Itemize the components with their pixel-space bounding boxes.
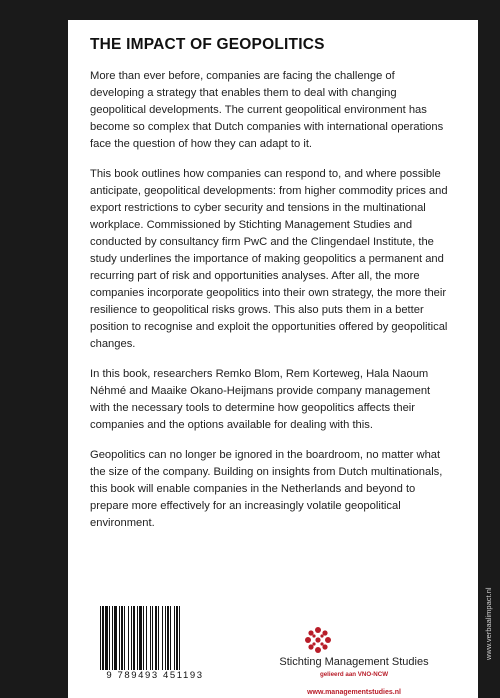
paragraph-1: More than ever before, companies are facing the challenge of developing a strategy that enables them to deal with changing geopolitical developments. The current geopolitical environment has become so complex that Dutch companies with international operations face the question of how they can adapt to it. [90,70,444,150]
page-title: THE IMPACT OF GEOPOLITICS [90,36,325,53]
barcode-bar [150,606,151,670]
barcode-bar [100,606,101,670]
barcode-bar [170,606,171,670]
barcode-bar [146,606,147,670]
red-dots-flower-logo-icon [304,626,332,654]
spine-website: www.verbaalimpact.nl [484,587,493,660]
barcode-bar [105,606,108,670]
text-panel [68,20,478,698]
barcode-bar [114,606,117,670]
barcode-bar [137,606,138,670]
barcode-bar [174,606,175,670]
spine-strip [478,560,500,680]
barcode [90,604,220,684]
paragraph-4: Geopolitics can no longer be ignored in the boardroom, no matter what the size of the company. Building on insights from Dutch multinationals, this book will enable companies in the Netherlands and beyond to prepare more effectively for an increasingly volatile geopolitical environment. [90,449,443,529]
barcode-bar [155,606,157,670]
barcode-bar [133,606,135,670]
barcode-bar [139,606,142,670]
barcode-bar [143,606,144,670]
barcode-bar [167,606,169,670]
barcode-bar [158,606,159,670]
publisher-name: Stichting Management Studies [279,656,429,668]
barcode-bar [119,606,120,670]
barcode-bar [152,606,153,670]
barcode-bar [102,606,104,670]
barcode-bar [124,606,125,670]
isbn-number: 9 789493 451193 [106,670,204,681]
barcode-bar [176,606,178,670]
barcode-bar [162,606,163,670]
barcode-bar [165,606,166,670]
barcode-bar [131,606,132,670]
paragraph-3: In this book, researchers Remko Blom, Rem Korteweg, Hala Naoum Néhmé and Maaike Okano-Heijmans provide company management with the necessary tools to determine how geopolitics affects their companies and the options available for dealing with this. [90,368,431,431]
publisher-tagline: gelieerd aan VNO-NCW [319,671,389,678]
barcode-bars [98,606,216,670]
barcode-bar [128,606,129,670]
barcode-bar [121,606,123,670]
publisher-website[interactable]: www.managementstudies.nl [307,689,401,696]
blurb [90,36,450,545]
barcode-bar [109,606,110,670]
paragraph-2: This book outlines how companies can respond to, and where possible anticipate, geopolitical developments: from higher commodity prices and export restrictions to cyber security and tensions in the multinational workplace. Commissioned by Stichting Management Studies and conducted by consultancy firm PwC and the Clingendael Institute, the study underlines the importance of making geopolitics a permanent and recurring part of risk and opportunities analyses. After all, the more companies incorporate geopolitics into their own strategy, the more their resilience to geopolitical risks grows. This also puts them in a better position to recognise and exploit the opportunities offered by geopolitical changes. [90,168,448,350]
barcode-bar [112,606,113,670]
barcode-bar [179,606,180,670]
